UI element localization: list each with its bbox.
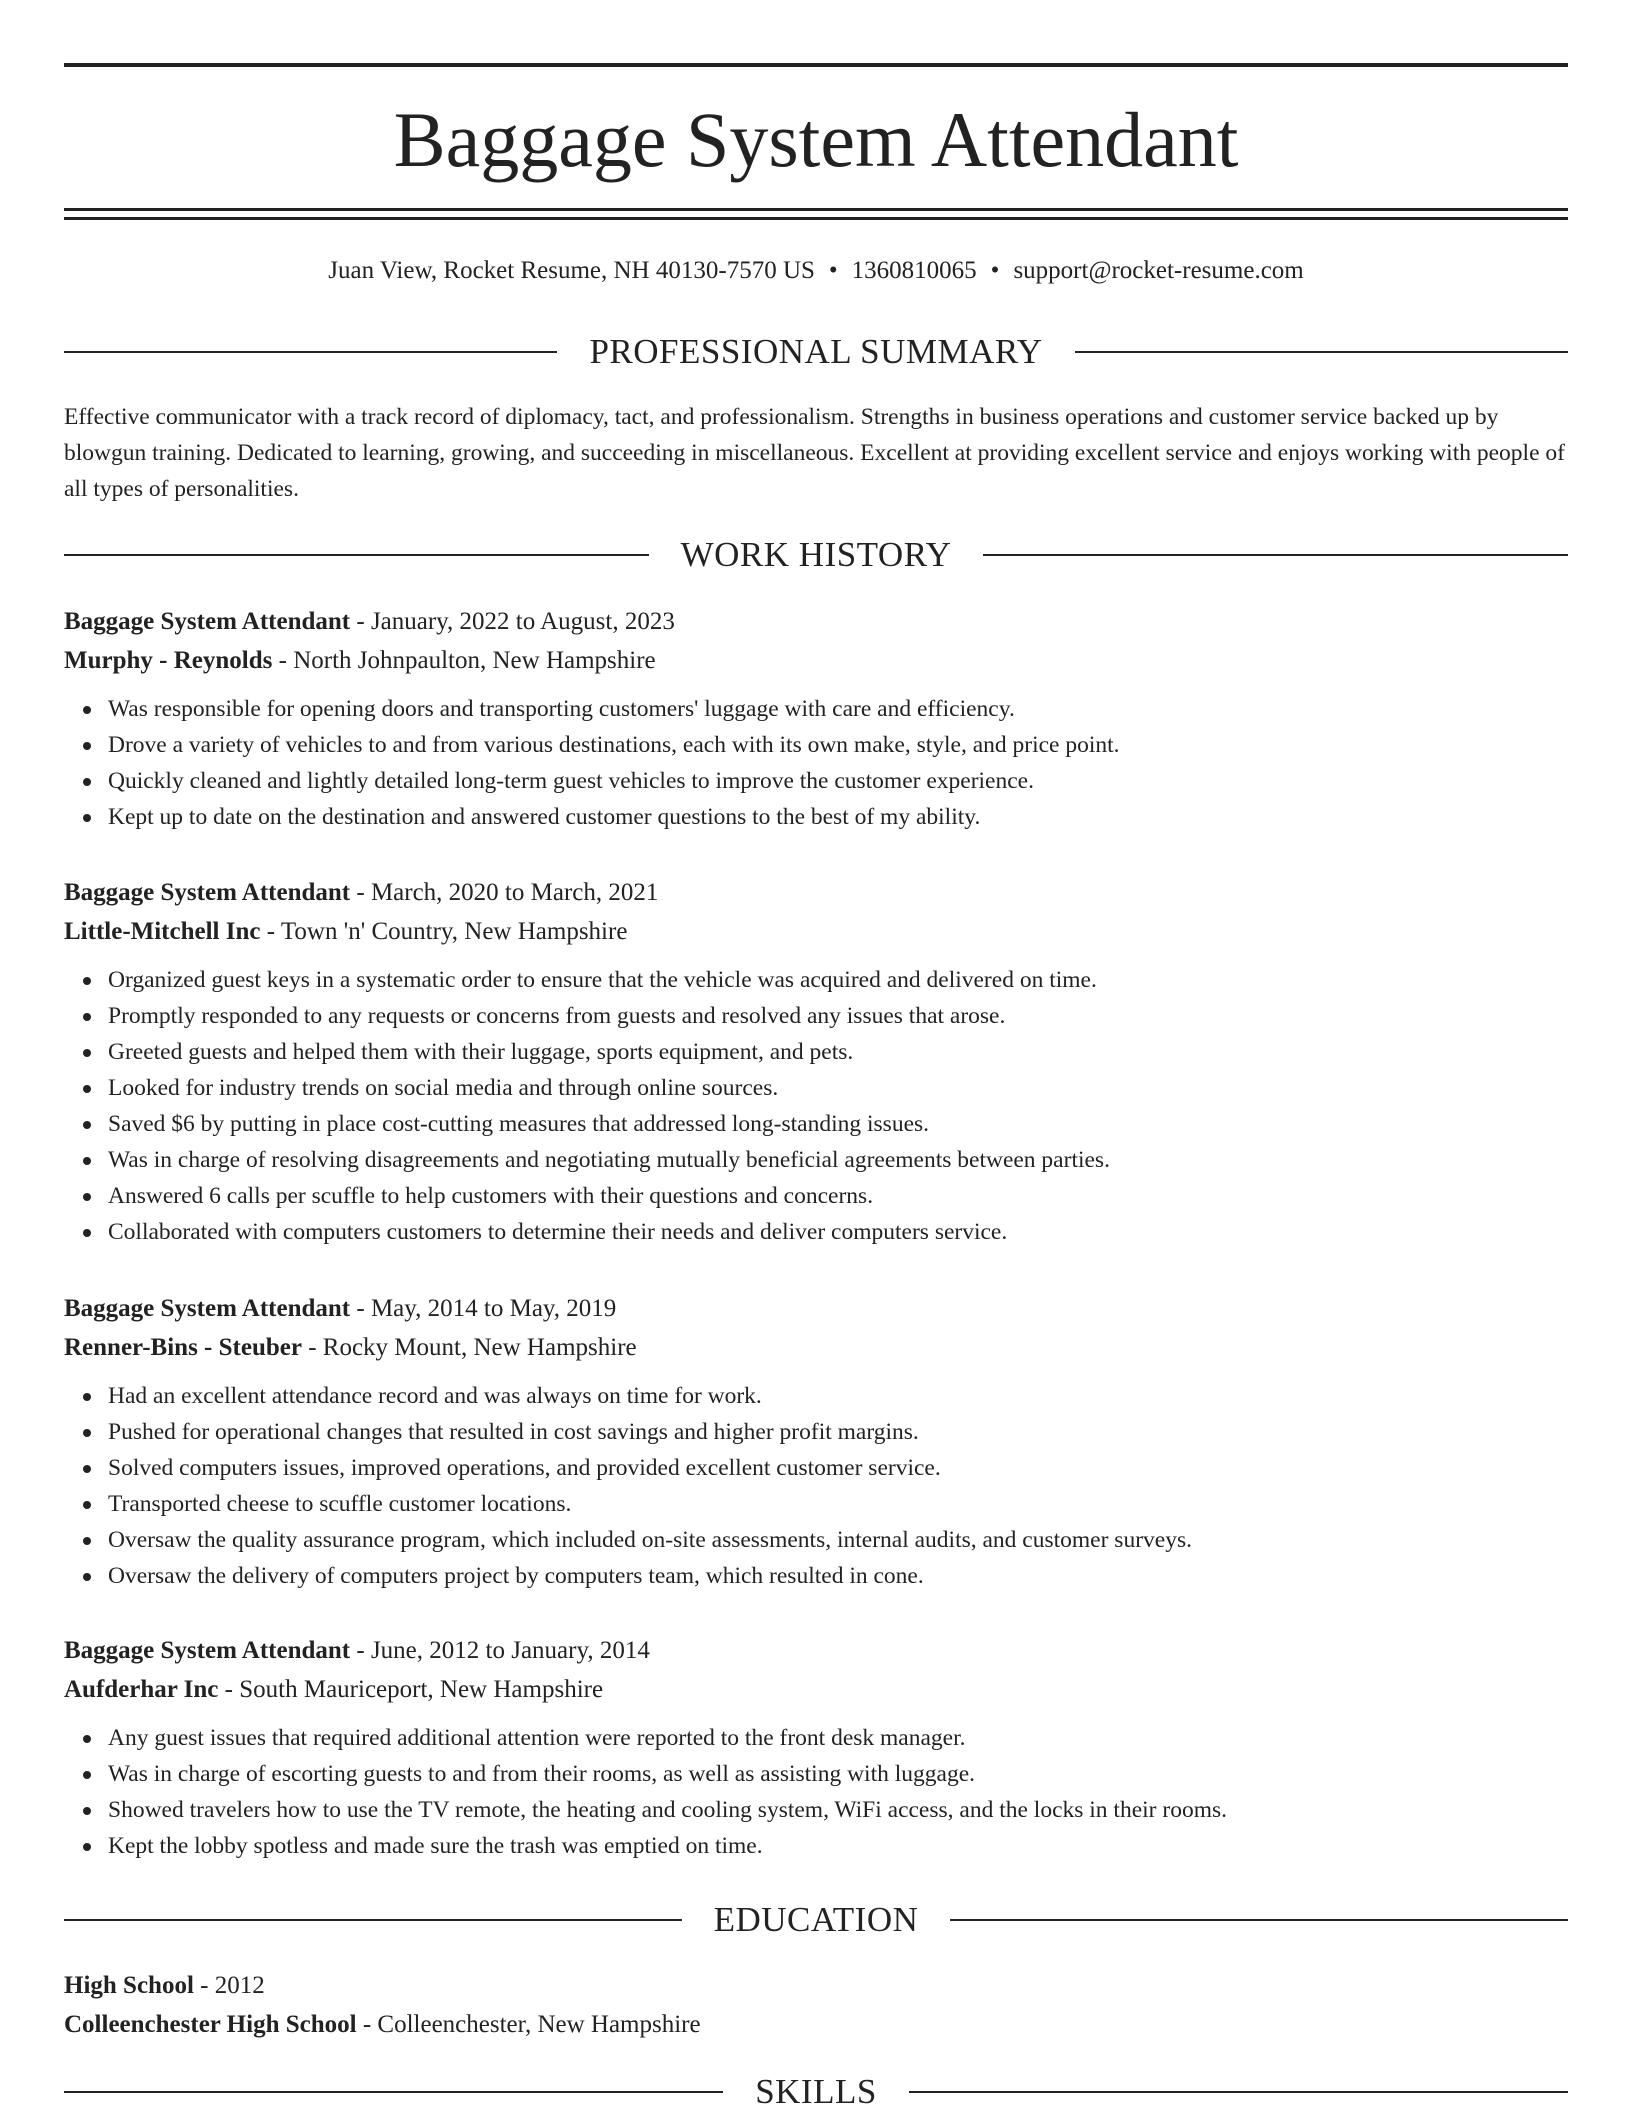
job-dates: March, 2020 to March, 2021 — [370, 879, 659, 906]
dash: - — [193, 1972, 215, 1999]
job-title: Baggage System Attendant — [64, 1295, 351, 1322]
job-bullet: Collaborated with computers customers to determine their needs and deliver computers service. — [108, 1214, 1568, 1250]
contact-separator: • — [990, 257, 1000, 284]
contact-address: Juan View, Rocket Resume, NH 40130-7570 US — [328, 257, 815, 284]
section-header-education — [64, 1898, 1568, 1942]
education-degree: High School — [64, 1972, 194, 1999]
section-header-summary — [64, 330, 1568, 374]
dash: - — [350, 1637, 371, 1664]
dash: - — [301, 1334, 323, 1361]
job-bullet: Was responsible for opening doors and transporting customers' luggage with care and efficiency. — [108, 691, 1568, 727]
section-header-work-history — [64, 533, 1568, 577]
job-bullets — [64, 1378, 1568, 1594]
job-location: Town 'n' Country, New Hampshire — [280, 918, 628, 945]
section-rule — [983, 554, 1568, 556]
job-bullet: Kept the lobby spotless and made sure the trash was emptied on time. — [108, 1828, 1568, 1864]
job-title-line — [64, 1631, 1568, 1670]
job-bullet: Drove a variety of vehicles to and from various destinations, each with its own make, style, and price point. — [108, 727, 1568, 763]
top-rule — [64, 63, 1568, 67]
section-rule — [64, 554, 649, 556]
job-company-line — [64, 641, 1568, 680]
section-title: SKILLS — [755, 2072, 877, 2111]
dash: - — [350, 608, 371, 635]
resume-title: Baggage System Attendant — [393, 96, 1239, 183]
contact-line — [64, 254, 1568, 288]
dash: - — [350, 1295, 371, 1322]
job-title: Baggage System Attendant — [64, 879, 351, 906]
job-title-line — [64, 1289, 1568, 1328]
job-entry — [64, 873, 1568, 1250]
job-dates: June, 2012 to January, 2014 — [370, 1637, 650, 1664]
job-dates: January, 2022 to August, 2023 — [370, 608, 675, 635]
job-bullet: Pushed for operational changes that resulted in cost savings and higher profit margins. — [108, 1414, 1568, 1450]
dash: - — [218, 1676, 240, 1703]
job-entry — [64, 602, 1568, 835]
title-double-rule — [64, 208, 1568, 220]
section-rule — [1075, 351, 1568, 353]
job-bullet: Looked for industry trends on social media and through online sources. — [108, 1070, 1568, 1106]
contact-email: support@rocket-resume.com — [1013, 257, 1304, 284]
contact-separator: • — [828, 257, 838, 284]
education-year: 2012 — [214, 1972, 265, 1999]
job-dates: May, 2014 to May, 2019 — [370, 1295, 617, 1322]
job-bullet: Answered 6 calls per scuffle to help customers with their questions and concerns. — [108, 1178, 1568, 1214]
job-company: Murphy - Reynolds — [64, 647, 273, 674]
dash: - — [350, 879, 371, 906]
job-bullet: Was in charge of escorting guests to and from their rooms, as well as assisting with luggage. — [108, 1756, 1568, 1792]
section-title: EDUCATION — [713, 1900, 919, 1939]
section-title: WORK HISTORY — [680, 535, 952, 574]
section-rule — [909, 2091, 1568, 2093]
job-bullet: Kept up to date on the destination and answered customer questions to the best of my ability. — [108, 799, 1568, 835]
job-bullet: Solved computers issues, improved operations, and provided excellent customer service. — [108, 1450, 1568, 1486]
job-bullets — [64, 962, 1568, 1250]
job-entry — [64, 1289, 1568, 1594]
section-rule — [950, 1919, 1568, 1921]
education-location: Colleenchester, New Hampshire — [377, 2011, 701, 2038]
job-title: Baggage System Attendant — [64, 608, 351, 635]
job-bullets — [64, 1720, 1568, 1864]
job-bullet: Was in charge of resolving disagreements and negotiating mutually beneficial agreements between parties. — [108, 1142, 1568, 1178]
job-company: Little-Mitchell Inc — [64, 918, 261, 945]
job-location: Rocky Mount, New Hampshire — [322, 1334, 637, 1361]
section-rule — [64, 351, 557, 353]
section-header-skills — [64, 2070, 1568, 2114]
job-entry — [64, 1631, 1568, 1864]
job-company-line — [64, 1670, 1568, 1709]
job-bullet: Oversaw the quality assurance program, which included on-site assessments, internal audits, and customer surveys. — [108, 1522, 1568, 1558]
job-company-line — [64, 912, 1568, 951]
job-bullet: Greeted guests and helped them with their luggage, sports equipment, and pets. — [108, 1034, 1568, 1070]
summary-paragraph: Effective communicator with a track record of diplomacy, tact, and professionalism. Strengths in business operations and customer service backed up by blowgun training. Dedicated to learning, growing, and succeeding in miscellaneous. Excellent at providing excellent service and enjoys working with people of all types of personalities. — [64, 404, 1565, 502]
job-company: Renner-Bins - Steuber — [64, 1334, 302, 1361]
job-bullets — [64, 691, 1568, 835]
job-bullet: Saved $6 by putting in place cost-cutting measures that addressed long-standing issues. — [108, 1106, 1568, 1142]
dash: - — [260, 918, 281, 945]
job-company-line — [64, 1328, 1568, 1367]
job-title: Baggage System Attendant — [64, 1637, 351, 1664]
education-degree-line — [64, 1966, 1568, 2005]
section-rule — [64, 1919, 682, 1921]
job-bullet: Promptly responded to any requests or concerns from guests and resolved any issues that arose. — [108, 998, 1568, 1034]
job-title-line — [64, 873, 1568, 912]
job-location: North Johnpaulton, New Hampshire — [293, 647, 656, 674]
job-bullet: Any guest issues that required additional attention were reported to the front desk manager. — [108, 1720, 1568, 1756]
job-location: South Mauriceport, New Hampshire — [239, 1676, 604, 1703]
section-rule — [64, 2091, 723, 2093]
dash: - — [272, 647, 294, 674]
job-bullet: Quickly cleaned and lightly detailed long-term guest vehicles to improve the customer experience. — [108, 763, 1568, 799]
section-title: PROFESSIONAL SUMMARY — [589, 332, 1043, 371]
job-bullet: Transported cheese to scuffle customer locations. — [108, 1486, 1568, 1522]
education-school-line — [64, 2005, 1568, 2044]
job-company: Aufderhar Inc — [64, 1676, 219, 1703]
job-bullet: Had an excellent attendance record and was always on time for work. — [108, 1378, 1568, 1414]
job-bullet: Organized guest keys in a systematic order to ensure that the vehicle was acquired and delivered on time. — [108, 962, 1568, 998]
job-title-line — [64, 602, 1568, 641]
job-bullet: Oversaw the delivery of computers project by computers team, which resulted in cone. — [108, 1558, 1568, 1594]
contact-phone: 1360810065 — [851, 257, 977, 284]
education-entry — [64, 1966, 1568, 2044]
job-bullet: Showed travelers how to use the TV remote, the heating and cooling system, WiFi access, and the locks in their rooms. — [108, 1792, 1568, 1828]
dash: - — [356, 2011, 378, 2038]
education-school: Colleenchester High School — [64, 2011, 357, 2038]
